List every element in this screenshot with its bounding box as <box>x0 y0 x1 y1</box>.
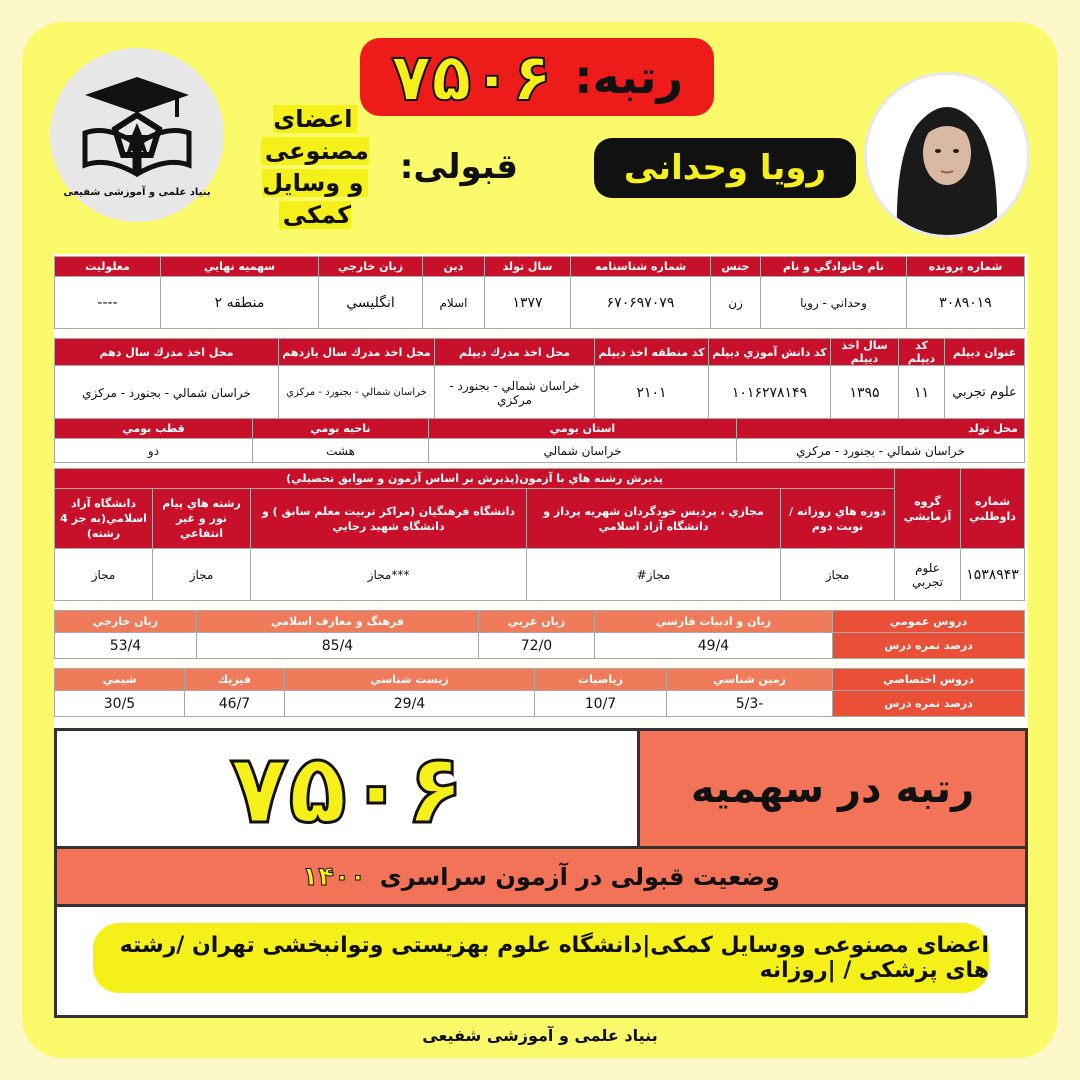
header-grade11-place: محل اخذ مدرك سال يازدهم <box>279 339 435 366</box>
student-code: ۱۰۱۶۲۷۸۱۴۹ <box>709 366 831 420</box>
specialized-courses-table <box>54 668 1025 717</box>
birth-place: خراسان شمالي - بجنورد - مركزي <box>737 439 1025 463</box>
volunteer-number: ۱۵۳۸۹۴۳ <box>961 549 1025 601</box>
diploma-place: خراسان شمالي - بجنورد - مركزي <box>435 366 595 420</box>
quota-rank-value-box <box>57 731 637 849</box>
rank-value: ۷۵۰۶ <box>391 38 553 116</box>
header-admission-title: پذيرش رشته هاي با آزمون(پذيرش بر اساس آزمون و سوابق تحصيلي) <box>55 469 895 489</box>
birth-year: ۱۳۷۷ <box>485 277 571 329</box>
header-final-quota: سهميه نهايي <box>161 257 319 277</box>
general-subject-islamic: فرهنگ و معارف اسلامي <box>197 611 479 633</box>
acceptance-label: قبولی: <box>399 147 518 187</box>
header-gender: جنس <box>711 257 761 277</box>
general-score-label: درصد نمره درس <box>833 633 1025 659</box>
header-grade10-place: محل اخذ مدرك سال دهم <box>55 339 279 366</box>
native-region: هشت <box>253 439 429 463</box>
gender: زن <box>711 277 761 329</box>
virtual-pardis-status: مجاز# <box>527 549 781 601</box>
general-subject-persian: زبان و ادبيات فارسي <box>595 611 833 633</box>
header-foreign-language: زبان خارجي <box>319 257 423 277</box>
specialized-courses-title: دروس اختصاصي <box>833 669 1025 691</box>
admission-eligibility-table <box>54 468 1025 601</box>
diploma-year: ۱۳۹۵ <box>831 366 899 420</box>
full-name: وحداني - رويا <box>761 277 907 329</box>
header-native-province: استان بومي <box>429 419 737 439</box>
score-islamic: 85/4 <box>197 633 479 659</box>
header-diploma-title: عنوان ديپلم <box>945 339 1025 366</box>
native-pole: دو <box>55 439 253 463</box>
specialized-subject-geology: زمين شناسي <box>667 669 833 691</box>
header-daytime-courses: دوره هاي روزانه / نوبت دوم <box>781 489 895 549</box>
specialized-subject-math: رياضيات <box>535 669 667 691</box>
report-panel <box>54 254 1028 1018</box>
header-birth-place: محل تولد <box>737 419 1025 439</box>
header-religion: دين <box>423 257 485 277</box>
header-full-name: نام خانوادگي و نام <box>761 257 907 277</box>
logo <box>50 48 224 222</box>
payam-noor-status: مجاز <box>153 549 251 601</box>
native-info-table <box>54 418 1025 463</box>
disability: ---- <box>55 277 161 329</box>
grade10-place: خراسان شمالي - بجنورد - مركزي <box>55 366 279 420</box>
specialized-subject-physics: فيزيك <box>185 669 285 691</box>
diploma-info-table <box>54 338 1025 420</box>
id-number: ۶۷۰۶۹۷۰۷۹ <box>571 277 711 329</box>
quota-rank-label-box <box>637 731 1025 849</box>
rank-badge <box>360 38 714 116</box>
student-name: رویا وحدانی <box>623 148 827 188</box>
header-payam-noor: رشته هاي پيام نور و غير انتفاعي <box>153 489 251 549</box>
diploma-code: ۱۱ <box>899 366 945 420</box>
header-disability: معلوليت <box>55 257 161 277</box>
foreign-language: انگليسي <box>319 277 423 329</box>
personal-info-table <box>54 256 1025 329</box>
daytime-courses-status: مجاز <box>781 549 895 601</box>
score-physics: 46/7 <box>185 691 285 717</box>
header-azad-university: دانشگاه آزاد اسلامي(به جز 4 رشته) <box>55 489 153 549</box>
diploma-title: علوم تجربي <box>945 366 1025 420</box>
header-diploma-place: محل اخذ مدرك ديپلم <box>435 339 595 366</box>
acceptance-major <box>236 103 394 231</box>
file-number: ۳۰۸۹۰۱۹ <box>907 277 1025 329</box>
score-persian: 49/4 <box>595 633 833 659</box>
header-id-number: شماره شناسنامه <box>571 257 711 277</box>
region-code: ۲۱۰۱ <box>595 366 709 420</box>
quota-rank-value: ۷۵۰۶ <box>229 732 465 845</box>
header-student-code: كد دانش آموزي ديپلم <box>709 339 831 366</box>
exam-group: علوم تجربي <box>895 549 961 601</box>
header-native-pole: قطب بومي <box>55 419 253 439</box>
admission-status-year: ۱۴۰۰ <box>302 861 366 892</box>
header-diploma-year: سال اخذ ديپلم <box>831 339 899 366</box>
rank-label: رتبه: <box>574 50 683 104</box>
footer-text: بنیاد علمی و آموزشی شفیعی <box>422 1026 658 1045</box>
specialized-subject-chemistry: شيمي <box>55 669 185 691</box>
religion: اسلام <box>423 277 485 329</box>
student-photo <box>864 72 1030 238</box>
person-photo-icon <box>867 75 1027 235</box>
grade11-place: خراسان شمالي - بجنورد - مركزي <box>279 366 435 420</box>
header-volunteer-number: شماره داوطلبي <box>961 469 1025 549</box>
acceptance-title <box>236 105 518 229</box>
admission-status-text: وضعیت قبولی در آزمون سراسری <box>379 862 780 891</box>
footer <box>0 1026 1080 1045</box>
farhangian-status: ***مجاز <box>251 549 527 601</box>
admission-result-badge <box>93 923 989 993</box>
specialized-subject-biology: زيست شناسي <box>285 669 535 691</box>
score-math: 10/7 <box>535 691 667 717</box>
final-quota: منطقه ۲ <box>161 277 319 329</box>
specialized-score-label: درصد نمره درس <box>833 691 1025 717</box>
acceptance-major-line1: اعضای مصنوعی <box>261 105 369 165</box>
logo-text: بنیاد علمی و آموزشی شفیعی <box>63 186 211 198</box>
header-region-code: كد منطقه اخذ ديپلم <box>595 339 709 366</box>
header-native-region: ناحيه بومي <box>253 419 429 439</box>
native-province: خراسان شمالي <box>429 439 737 463</box>
admission-result-text: اعضای مصنوعی ووسایل کمکی|دانشگاه علوم بهزیستی وتوانبخشی تهران /رشته های پزشکی / |روزانه <box>119 933 989 983</box>
general-courses-table <box>54 610 1025 659</box>
student-name-badge <box>594 138 856 198</box>
general-courses-title: دروس عمومي <box>833 611 1025 633</box>
azad-university-status: مجاز <box>55 549 153 601</box>
graduation-cap-icon <box>77 73 197 183</box>
general-subject-foreign: زبان خارجي <box>55 611 197 633</box>
quota-rank-label: رتبه در سهمیه <box>690 765 975 812</box>
general-subject-arabic: زبان عربي <box>479 611 595 633</box>
result-summary <box>54 728 1028 1018</box>
header-diploma-code: كد ديپلم <box>899 339 945 366</box>
header-farhangian: دانشگاه فرهنگيان (مراكز تربيت معلم سابق ) و دانشگاه شهيد رجايي <box>251 489 527 549</box>
score-chemistry: 30/5 <box>55 691 185 717</box>
score-foreign: 53/4 <box>55 633 197 659</box>
acceptance-major-line2: و وسایل کمکی <box>262 169 367 229</box>
score-geology: -5/3 <box>667 691 833 717</box>
header-exam-group: گروه آزمايشي <box>895 469 961 549</box>
header-virtual-pardis: مجازي ، پرديس خودگردان شهريه پرداز و دانشگاه آزاد اسلامي <box>527 489 781 549</box>
header-birth-year: سال تولد <box>485 257 571 277</box>
header-file-number: شماره پرونده <box>907 257 1025 277</box>
admission-status-row <box>57 849 1025 907</box>
score-arabic: 72/0 <box>479 633 595 659</box>
score-biology: 29/4 <box>285 691 535 717</box>
